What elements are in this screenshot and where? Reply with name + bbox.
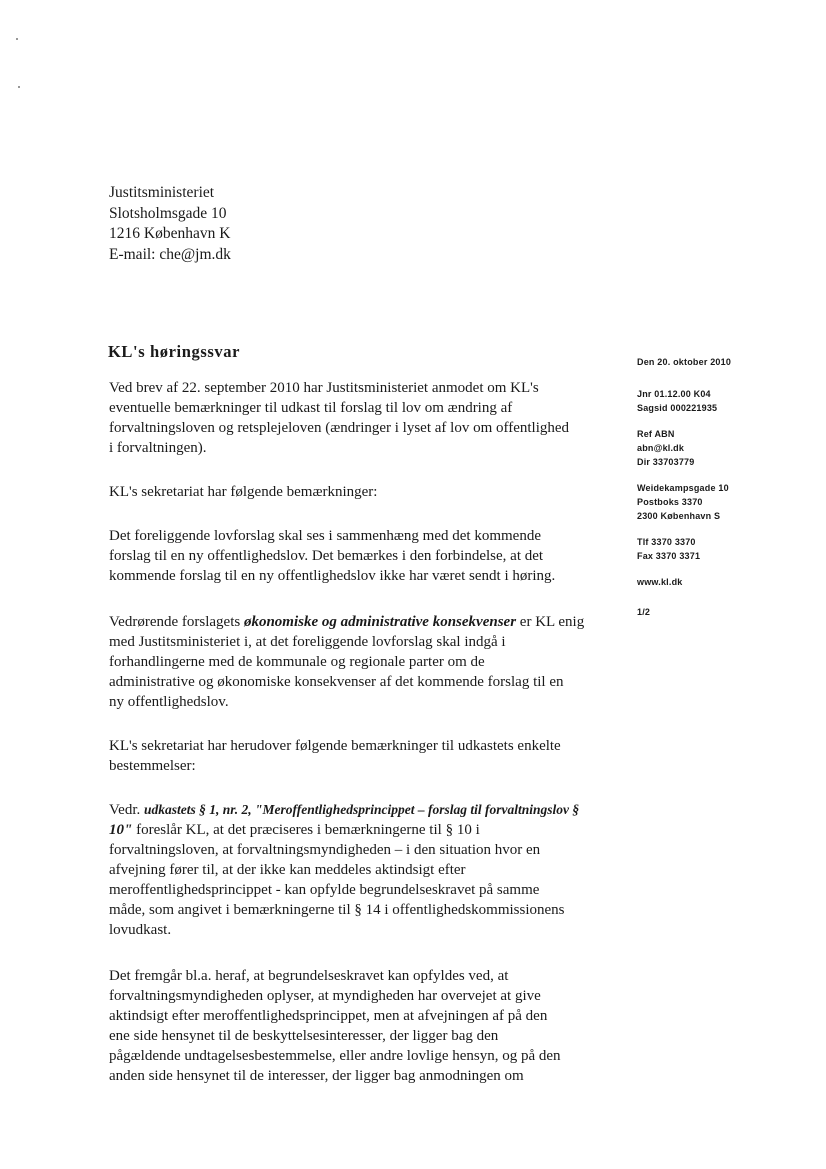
text-span: er KL enig [516,614,585,630]
text-line: forhandlingerne med de kommunale og regionale parter om de [109,654,485,670]
paragraph [109,966,599,1086]
reference-email: abn@kl.dk [637,443,685,453]
paragraph [109,526,599,586]
postal-city: 2300 København S [637,511,721,521]
recipient-address [109,183,231,265]
direct-phone: Dir 33703779 [637,457,695,467]
letter-body [109,378,599,1110]
text-line [109,800,599,820]
text-line: måde, som angivet i bemærkningerne til § 14 i offentlighedskommissionens [109,902,565,918]
text-line: Det foreliggende lovforslag skal ses i sammenhæng med det kommende [109,528,541,544]
text-span: Vedrørende forslagets [109,614,244,630]
emphasis-text: økonomiske og administrative konsekvenser [243,614,517,630]
street-address: Weidekampsgade 10 [637,483,729,493]
text-line: forvaltningsloven, at forvaltningsmyndigheden – i den situation hvor en [109,842,541,858]
paragraph [109,800,599,940]
reference: Ref ABN [637,429,675,439]
postbox: Postboks 3370 [637,497,703,507]
text-line: med Justitsministeriet i, at det foreliggende lovforslag skal indgå i [109,634,506,650]
emphasis-text: 10" [109,822,133,838]
text-line [109,820,599,840]
text-line: Det fremgår bl.a. heraf, at begrundelseskravet kan opfyldes ved, at [109,968,509,984]
website: www.kl.dk [637,577,683,587]
paragraph [109,482,599,502]
text-line: ene side hensynet til de beskyttelsesinteresser, der ligger bag den [109,1028,499,1044]
text-line: ny offentlighedslov. [109,694,229,710]
text-line: lovudkast. [109,922,172,938]
text-line: pågældende undtagelsesbestemmelse, eller andre lovlige hensyn, og på den [109,1048,561,1064]
text-span: Vedr. [109,802,144,818]
page-number: 1/2 [637,607,651,617]
text-line: kommende forslag til en ny offentlighedslov ikke har været sendt i høring. [109,568,556,584]
recipient-line: Justitsministeriet [109,184,215,201]
text-line: KL's sekretariat har følgende bemærkninger: [109,484,378,500]
text-line: forslag til en ny offentlighedslov. Det bemærkes i den forbindelse, at det [109,548,544,564]
text-line: forvaltningsloven og retsplejeloven (ændringer i lyset af lov om offentlighed [109,420,570,436]
text-line: eventuelle bemærkninger til udkast til forslag til lov om ændring af [109,400,513,416]
text-line: aktindsigt efter meroffentlighedsprincippet, men at afvejningen af på den [109,1008,548,1024]
text-line: bestemmelser: [109,758,196,774]
sender-info-sidebar [637,355,817,631]
text-line: meroffentlighedsprincippet - kan opfylde begrundelseskravet på samme [109,882,540,898]
recipient-line: Slotsholmsgade 10 [109,204,227,222]
paragraph [109,378,599,458]
emphasis-text: udkastets § 1, nr. 2, "Meroffentlighedsprincippet – forslag til forvaltningslov § [144,802,580,817]
phone: Tlf 3370 3370 [637,537,696,547]
letter-date: Den 20. oktober 2010 [637,357,732,367]
text-line [109,612,599,632]
paragraph [109,612,599,712]
text-span: foreslår KL, at det præciseres i bemærkningerne til § 10 i [132,822,480,838]
text-line: anden side hensynet til de interesser, der ligger bag anmodningen om [109,1068,524,1084]
fax: Fax 3370 3371 [637,551,701,561]
text-line: afvejning fører til, at der ikke kan meddeles aktindsigt efter [109,862,466,878]
text-line: i forvaltningen). [109,440,207,456]
paragraph [109,736,599,776]
text-line: KL's sekretariat har herudover følgende bemærkninger til udkastets enkelte [109,738,561,754]
text-line: forvaltningsmyndigheden oplyser, at myndigheden har overvejet at give [109,988,541,1004]
text-line: Ved brev af 22. september 2010 har Justitsministeriet anmodet om KL's [109,380,539,396]
recipient-line: E-mail: che@jm.dk [109,245,231,263]
recipient-line: 1216 København K [109,225,231,242]
document-heading: KL's høringssvar [108,342,240,361]
text-line: administrative og økonomiske konsekvenser af det kommende forslag til en [109,674,564,690]
scan-speck [18,86,20,88]
scan-speck [16,38,18,40]
case-id: Sagsid 000221935 [637,403,718,413]
journal-number: Jnr 01.12.00 K04 [637,389,711,399]
